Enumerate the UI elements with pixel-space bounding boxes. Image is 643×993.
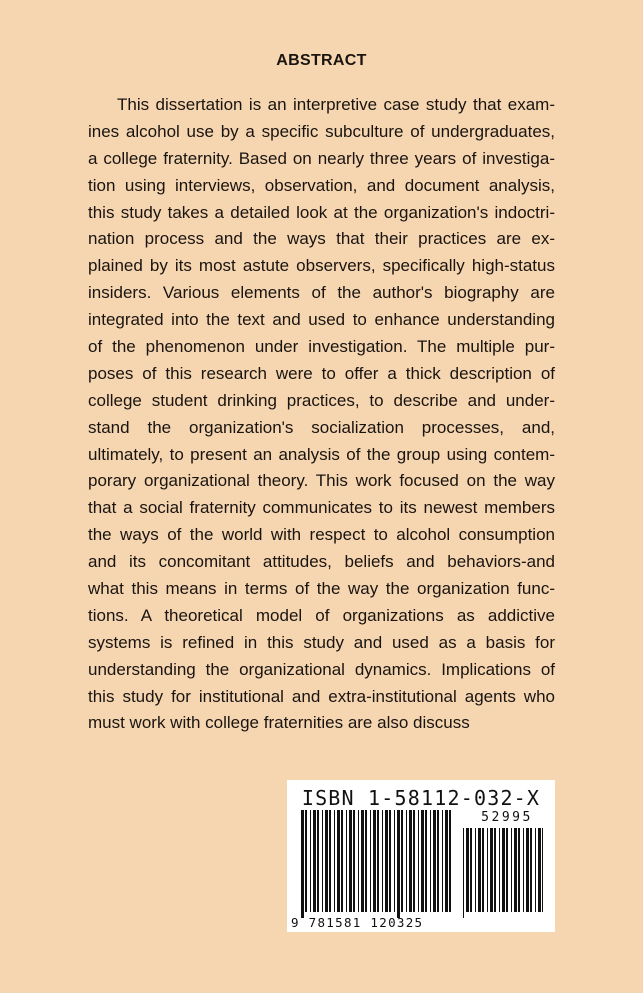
abstract-line: of the phenomenon under investigation. The multiple pur- bbox=[88, 337, 555, 357]
barcode-bar bbox=[413, 810, 415, 912]
barcode-bar bbox=[530, 828, 532, 912]
barcode-bar bbox=[337, 810, 340, 912]
barcode-bar bbox=[325, 810, 328, 912]
abstract-line: nation process and the ways that their practices are ex- bbox=[88, 229, 555, 249]
abstract-line: what this means in terms of the way the organization func- bbox=[88, 579, 555, 599]
abstract-line: college student drinking practices, to describe and under- bbox=[88, 390, 555, 410]
barcode-bar bbox=[418, 810, 419, 912]
barcode-bars bbox=[287, 780, 555, 932]
barcode-bar bbox=[470, 828, 472, 912]
barcode-bar bbox=[442, 810, 443, 912]
barcode-bar bbox=[385, 810, 388, 912]
barcode-bar bbox=[466, 828, 469, 912]
abstract-line: poses of this research were to offer a thick description of bbox=[88, 363, 555, 383]
barcode-bar bbox=[358, 810, 359, 912]
price-code: 52995 bbox=[481, 810, 533, 825]
barcode-bar bbox=[535, 828, 536, 912]
barcode-bar bbox=[430, 810, 431, 912]
barcode-bar bbox=[482, 828, 484, 912]
barcode-bar bbox=[365, 810, 367, 912]
barcode-bar bbox=[310, 810, 311, 912]
barcode-bar bbox=[382, 810, 383, 912]
barcode-bar bbox=[373, 810, 376, 912]
barcode-bar bbox=[349, 810, 352, 912]
barcode-bar bbox=[346, 810, 347, 912]
abstract-line: stand the organization's socialization processes, and, bbox=[88, 417, 555, 437]
abstract-line: ultimately, to present an analysis of the group using contem- bbox=[88, 444, 555, 464]
abstract-line: this study takes a detailed look at the organization's indoctri- bbox=[88, 202, 555, 222]
abstract-line: this study for institutional and extra-institutional agents who bbox=[88, 686, 555, 706]
abstract-line: understanding the organizational dynamics. Implications of bbox=[88, 659, 555, 679]
barcode-bar bbox=[389, 810, 391, 912]
abstract-line: a college fraternity. Based on nearly three years of investiga- bbox=[88, 148, 555, 168]
abstract-line: ines alcohol use by a specific subculture of undergraduates, bbox=[88, 121, 555, 141]
barcode-bar bbox=[377, 810, 379, 912]
barcode-bar bbox=[487, 828, 488, 912]
barcode-bar bbox=[370, 810, 371, 912]
barcode-bar bbox=[322, 810, 323, 912]
ean-digits: 9 781581 120325 bbox=[291, 915, 424, 930]
barcode-bar bbox=[518, 828, 520, 912]
barcode-bar bbox=[511, 828, 512, 912]
barcode-bar bbox=[361, 810, 364, 912]
barcode-bar bbox=[425, 810, 427, 912]
abstract-line: tions. A theoretical model of organizations as addictive bbox=[88, 605, 555, 625]
barcode-bar bbox=[514, 828, 517, 912]
barcode-bar bbox=[523, 828, 524, 912]
barcode-bar bbox=[313, 810, 316, 912]
barcode-bar bbox=[317, 810, 319, 912]
barcode-bar bbox=[406, 810, 407, 912]
barcode-bar bbox=[394, 810, 395, 912]
abstract-line: plained by its most astute observers, specifically high-status bbox=[88, 256, 555, 276]
barcode-bar bbox=[353, 810, 355, 912]
abstract-body bbox=[88, 92, 555, 737]
barcode-bar bbox=[334, 810, 335, 912]
abstract-line: and its concomitant attitudes, beliefs and behaviors-and bbox=[88, 552, 555, 572]
barcode-bar bbox=[475, 828, 476, 912]
abstract-heading: ABSTRACT bbox=[276, 52, 367, 69]
barcode-bar bbox=[437, 810, 439, 912]
barcode-bar bbox=[538, 828, 541, 912]
barcode-bar bbox=[526, 828, 529, 912]
abstract-line: porary organizational theory. This work focused on the way bbox=[88, 471, 555, 491]
abstract-line: This dissertation is an interpretive case study that exam- bbox=[117, 95, 555, 114]
isbn-number: ISBN 1-58112-032-X bbox=[301, 786, 541, 810]
barcode-bar bbox=[478, 828, 481, 912]
abstract-line: systems is refined in this study and used as a basis for bbox=[88, 632, 555, 652]
barcode-bar bbox=[463, 828, 464, 918]
barcode-bar bbox=[494, 828, 496, 912]
barcode-bar bbox=[301, 810, 304, 918]
abstract-line: the ways of the world with respect to alcohol consumption bbox=[88, 525, 555, 545]
abstract-line: insiders. Various elements of the author's biography are bbox=[88, 283, 555, 303]
barcode-bar bbox=[499, 828, 500, 912]
barcode-bar bbox=[305, 810, 307, 912]
barcode-bar bbox=[506, 828, 508, 912]
barcode-bar bbox=[433, 810, 436, 912]
barcode-bar bbox=[409, 810, 412, 912]
abstract-line: must work with college fraternities are also discuss bbox=[88, 713, 470, 733]
abstract-line: integrated into the text and used to enhance understanding bbox=[88, 310, 555, 330]
barcode-bar bbox=[449, 810, 451, 912]
barcode-bar bbox=[542, 828, 543, 912]
barcode-bar bbox=[421, 810, 424, 912]
barcode-bar bbox=[329, 810, 331, 912]
barcode-bar bbox=[341, 810, 343, 912]
abstract-line: that a social fraternity communicates to its newest members bbox=[88, 498, 555, 518]
barcode-bar bbox=[401, 810, 403, 912]
abstract-line: tion using interviews, observation, and document analysis, bbox=[88, 175, 555, 195]
barcode-bar bbox=[490, 828, 493, 912]
isbn-barcode bbox=[287, 780, 555, 932]
barcode-bar bbox=[445, 810, 448, 912]
barcode-bar bbox=[397, 810, 400, 918]
barcode-bar bbox=[502, 828, 505, 912]
